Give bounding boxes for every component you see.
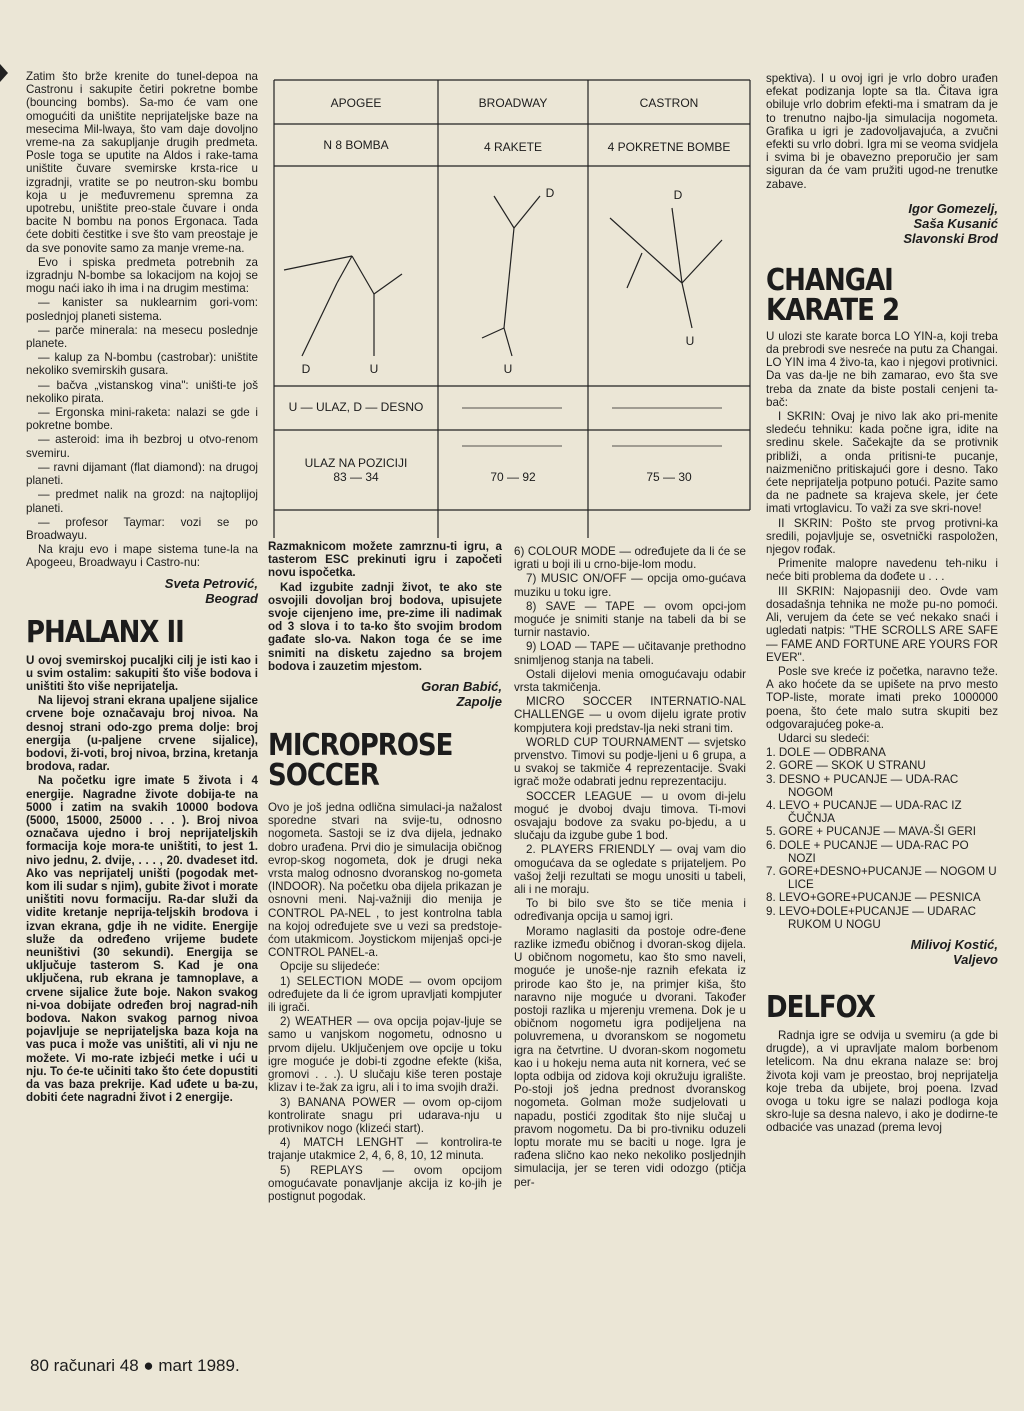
author-signature <box>766 937 998 967</box>
table-header-castron: CASTRON <box>639 96 699 110</box>
move-item: 3. DESNO + PUCANJE — UDA-RAC NOGOM <box>766 772 959 799</box>
column-middle-left <box>268 540 502 1204</box>
article-text-top <box>26 70 258 570</box>
paragraph: SOCCER LEAGUE — u ovom di-jelu moguć je dvoboj dvaju timova. Ti-movi osvajaju bodove za svaku po-bjedu, a u slučaju da izgube gube 1 bod. <box>514 789 746 843</box>
map-label-u: U <box>369 362 379 376</box>
author-signature <box>26 576 258 606</box>
paragraph: — predmet nalik na grozd: na najtoplijoj planeti. <box>26 488 258 515</box>
author-name: Igor Gomezelj, <box>908 200 998 216</box>
move-item: 7. GORE+DESNO+PUCANJE — NOGOM U LICE <box>766 864 997 892</box>
phalanx-pause-text: Razmaknicom možete zamrznu-ti igru, a tasterom ESC prekinuti igru i započeti novu ispočetka. <box>268 540 502 580</box>
paragraph: — bačva „vistanskog vina": uništi-te još nekoliko pirata. <box>26 378 258 405</box>
author-signature <box>268 679 502 709</box>
headline-line: MICROPROSE <box>268 728 453 764</box>
author-city: Beograd <box>205 590 258 606</box>
map-label-d: D <box>301 362 311 376</box>
paragraph: 6) COLOUR MODE — određujete da li će se igrati u boji ili u crno-bije-lom modu. <box>514 545 746 572</box>
paragraph: 2) WEATHER — ova opcija pojav-ljuje se samo u vanjskom nogometu, odnosno u prvom dijelu. Uključenjem ove opcije u toku igre moguće je dobi-ti zgodne efekte (kiša, gromovi . . .). U slučaju kiše teren postaje klizav i te-žak za igru, ali i to ima svojih draži. <box>268 1015 502 1095</box>
paragraph: — Ergonska mini-raketa: nalazi se gde i pokretne bombe. <box>26 406 258 433</box>
author-city: Valjevo <box>952 951 998 967</box>
column-right <box>766 72 998 1136</box>
paragraph: Ostali dijelovi menia omogućavaju odabir vrsta takmičenja. <box>514 667 746 695</box>
headline-line: SOCCER <box>268 758 379 794</box>
column-middle-right <box>514 545 746 1190</box>
move-item: 5. GORE + PUCANJE — MAVA-ŠI GERI <box>766 825 976 839</box>
table-item-apogee: N 8 BOMBA <box>323 138 389 152</box>
paragraph: — profesor Taymar: vozi se po Broadwayu. <box>26 515 258 542</box>
paragraph: Moramo naglasiti da postoje odre-đene razlike između običnog i dvoran-skog dijela. U običnom nogometu, kao što smo naveli, moguće je unoše-nje raznih efekata iz prirode kao što je, na primjer kiša, što naravno nije moguće u dvorani. Također postoji razlika u mjerenju vremena. Dok je u običnom nogometu igra podijeljena na poluvremena, u dvoranskom se nogometu igra na četvrtine. U dvoran-skom nogometu kao i u hokeju nema auta nit kornera, već se lopta odbija od zidova koji okružuju igralište. Po-stoji još jedna prednost dvoranskog nogometa. Golman može sudjelovati u napadu, postići zgoditak što nije slučaj u pravom nogometu. Da bi pro-tivniku oduzeli loptu morate mu se baciti u noge. Igra je rađena slično kao neko nekoliko posljednjih simulacija, jer se teren vidi odozgo (ptičja per- <box>514 924 746 1189</box>
headline-microprose-soccer <box>268 728 502 794</box>
phalanx-highscore-text: Kad izgubite zadnji život, te ako ste osvojili dovoljan broj bodova, upisujete svoje cijenjeno ime, pre-zime ili nadimak od 3 slova i to ta-ko što svojim brodom gađate slo-va. Nakon toga će se ime snimiti na disketu zajedno sa brojem bodova i zauzetim mjestom. <box>268 580 502 673</box>
column-left <box>26 70 258 1105</box>
paragraph: 8) SAVE — TAPE — ovom opci-jom moguće je snimiti stanje na tabeli da bi se turnir nastavio. <box>514 599 746 640</box>
author-city: Zapolje <box>456 694 502 710</box>
paragraph: III SKRIN: Najopasniji deo. Ovde vam dosadašnja tehnika ne može pu-no pomoći. Ali, verujem da ćete se već nekako snaći i ugledati natpis: "THE SCROLLS ARE SAFE — FAME AND FORTUNE ARE YOURS FOR EVER". <box>766 584 998 664</box>
paragraph: Na lijevoj strani ekrana upaljene sijalice crvene boje označavaju broj nivoa. Na desnoj strani odo-zgo prema dolje: broj energija (u-paljene crvene sijalice), bodovi, ži-voti, broj nivoa, brzina, kretanja brodova, radar. <box>26 694 258 774</box>
paragraph: 5) REPLAYS — ovom opcijom omogućavate ponavljanje akcija iz ko-jih je postignut pogodak. <box>268 1163 502 1203</box>
table-position-apogee: 83 — 34 <box>333 470 379 484</box>
article-karate-text <box>766 330 998 745</box>
paragraph: Zatim što brže krenite do tunel-depoa na Castronu i sakupite četiri pokretne bombe (bouncing bombs). Sa-mo će vam one omogućiti da uništite neprijateljske baze na mesecima Mil-lwaya, što vam daje dovoljno vreme-na za sakupljanje drugih predmeta. Posle toga se uputite na Aldos i rake-tama uništite čuvare svemirske krsta-rice u izgradnji, vratite se po neutron-sku bombu koja u je međuvremenu spremna za upotrebu, uništite preo-stale čuvare i onda bacite N bombu na ponos Ergonaca. Tada ćete dobiti čestitke i sve što vam preostaje je da sve ponovite samo za manje vreme-na. <box>26 70 258 255</box>
table-position-broadway: 70 — 92 <box>490 470 536 484</box>
paragraph: To bi bilo sve što se tiče menia i određivanja opcija u samoj igri. <box>514 897 746 924</box>
paragraph: II SKRIN: Pošto ste prvog protivni-ka sredili, pojavljuje se, osvetnički raspoložen, njegov rođak. <box>766 516 998 557</box>
moves-list <box>766 746 998 931</box>
paragraph: Udarci su sledeći: <box>778 731 870 745</box>
headline-delfox: DELFOX <box>766 990 875 1026</box>
paragraph: I SKRIN: Ovaj je nivo lak ako pri-menite sledeću tehniku: kada počne igra, idite na sredinu skele. Sačekajte da se protivnik približi, a onda pritisni-te pucanje, naizmenično pritiskajući gore i desno. Tako ćete neprijatelja potpuno potući. Pazite samo da ne padnete sa krajeva skele, jer ćete imati vrtoglavicu. To važi za sve skri-nove! <box>766 410 998 516</box>
paragraph: Primenite malopre navedenu teh-niku i neće biti problema da dođete u . . . <box>766 557 998 584</box>
paragraph: 2. PLAYERS FRIENDLY — ovaj vam dio omogućava da se ogledate s prijateljem. Po vašoj želji rezultati se mogu unositi u tabeli, ali i ne moraju. <box>514 843 746 897</box>
paragraph: Na početku igre imate 5 života i 4 energije. Nagradne živote dobija-te na 5000 i zatim na svakih 10000 bodova (5000, 15000, 25000 . . . ). Broj nivoa označava ujedno i broj neprijateljskih formacija koje mora-te uništiti, to jest 1. nivo jednu, 2. dvije, . . . , 20. dvadeset itd. Ako vas neprijatelj uništi (pogodak met-kom ili sudar s njim), gubite život i morate uništiti novu formaciju. Ra-dar služi da vidite kretanje neprija-teljskih brodova i izvan ekrana, gdje ih ne vidite. Energije služe da određeno vrijeme budete neuništivi (30 sekundi). Energija se uključuje tasterom S. Kad je ona uključena, rub ekrana je tamnoplave, a crvene sijalice žute boje. Nakon svakog ni-voa dobijate određen broj nagrad-nih bodova. Nakon svakog parnog nivoa pojavljuje se neprijateljska baza koja na vas puca i može vas uništiti, ali vi nju ne možete. Vi mo-rate izbjeći metke i ući u nju. To će-te učiniti tako što ćete dopustiti da vas baza prekrije. Kad uđete u ba-zu, dobiti ćete nagradni život i 2 energije. <box>26 774 258 1105</box>
author-city: Slavonski Brod <box>903 230 998 246</box>
table-item-broadway: 4 RAKETE <box>483 140 543 154</box>
paragraph: — kanister sa nuklearnim gori-vom: poslednjoj planeti sistema. <box>26 296 258 323</box>
page-footer: 80 računari 48 ● mart 1989. <box>30 1356 240 1375</box>
move-item: 4. LEVO + PUCANJE — UDA-RAC IZ ČUČNJA <box>766 798 962 826</box>
paragraph: WORLD CUP TOURNAMENT — svjetsko prvenstvo. Timovi su podje-ljeni u 6 grupa, a u svakoj se takmiče 4 reprezentacije. Svaki igrač može odabrati jednu reprezentaciju. <box>514 735 746 789</box>
paragraph: 3) BANANA POWER — ovom op-cijom kontrolirate snagu pri udarava-nju u protivnikov nogo (klizeći start). <box>268 1095 502 1135</box>
paragraph: Na kraju evo i mape sistema tune-la na Apogeeu, Broadwayu i Castro-nu: <box>26 543 258 570</box>
move-item: 9. LEVO+DOLE+PUCANJE — UDARAC RUKOM U NOGU <box>766 904 977 931</box>
paragraph: Evo i spiska predmeta potrebnih za izgradnju N-bombe sa lokacijom na kojoj se mogu naći iako ih ima i na drugim mestima: <box>26 255 258 296</box>
map-label-d: D <box>673 188 683 202</box>
author-signature <box>766 201 998 246</box>
article-soccer-text <box>268 801 502 1203</box>
headline-changai-karate: CHANGAI KARATE 2 <box>766 263 900 328</box>
paragraph: Ovo je još jedna odlična simulaci-ja nažalost sporedne stvari na svije-tu, odnosno nogometa. Sastoji se iz dva dijela, jednako dobro urađena. Prvi dio je simulacija običnog evrop-skog nogometa, dok je drugi neka vrsta malog odnosno dvoranskog no-gometa (INDOOR). Na početku oba dijela prikazan je osnovni meni. Naj-važniji dio menija je CONTROL PA-NEL , to jest kontrolna tabla na kojoj određujete sve u vezi sa predstoje-ćom utakmicom. Joystickom mijenjaš opci-je CONTROL PANEL-a. <box>268 801 502 960</box>
paragraph: 7) MUSIC ON/OFF — opcija omo-gućava muziku u toku igre. <box>514 572 746 599</box>
headline-phalanx: PHALANX II <box>26 615 184 650</box>
paragraph: U ulozi ste karate borca LO YIN-a, koji treba da prebrodi sve nesreće na putu za Changai. LO YIN ima 4 živo-ta, kao i njegovi protivnici. Da vas da-lje ne bih zamarao, evo šta sve treba da znate da biste postali cenjeni ta-bač: <box>766 329 998 409</box>
article-delfox-text: Radnja igre se odvija u svemiru (a gde bi drugde), a vi upravljate malom borbenom letelicom. Na dnu ekrana nalaze se: broj života koji vam je preostao, broj neprijatelja koje treba da ubijete, broj poena. Izvad ovoga u toku igre se nalazi podloga koja skro-luje sa desna nalevo, i ako je dodirne-te odbaciće vas unazad (prema levoj <box>766 1028 998 1135</box>
paragraph: U ovoj svemirskoj pucaljki cilj je isti kao i u svim ostalim: sakupiti što više bodova i uništiti što više neprijatelja. <box>26 653 258 693</box>
author-name: Saša Kusanić <box>913 215 998 231</box>
move-item: 1. DOLE — ODBRANA <box>766 746 886 760</box>
paragraph: MICRO SOCCER INTERNATIO-NAL CHALLENGE — u ovom dijelu igrate protiv kompjutera koji predstav-lja neki strani tim. <box>514 695 746 735</box>
move-item: 8. LEVO+GORE+PUCANJE — PESNICA <box>766 891 981 905</box>
author-name: Sveta Petrović, <box>164 575 258 591</box>
paragraph: — asteroid: ima ih bezbroj u otvo-renom svemiru. <box>26 433 258 460</box>
paragraph: — ravni dijamant (flat diamond): na drugoj planeti. <box>26 460 258 488</box>
paragraph: — kalup za N-bombu (castrobar): uništite nekoliko svemirskih gusara. <box>26 351 258 378</box>
article-soccer-end: spektiva). I u ovoj igri je vrlo dobro urađen efekat podizanja lopte sa tla. Čitava igra obiluje vrlo dobrim efekti-ma i smatram da je to trenutno najbo-lja simulacija nogometa. Grafika u igri je zadovoljavajuća, a zvučni efekti su vrlo dobri. Igra mi se veoma svidjela i svima bi je obavezno preporučio jer sam siguran da će vam pružiti ugod-ne trenutke zabave. <box>766 72 998 191</box>
move-item: 6. DOLE + PUCANJE — UDA-RAC PO NOZI <box>766 838 969 865</box>
map-label-d: D <box>545 186 555 200</box>
tunnel-map-table <box>262 78 752 538</box>
table-legend: U — ULAZ, D — DESNO <box>288 400 424 414</box>
paragraph: 4) MATCH LENGHT — kontrolira-te trajanje utakmice 2, 4, 6, 8, 10, 12 minuta. <box>268 1136 502 1163</box>
paragraph: 1) SELECTION MODE — ovom opcijom određujete da li će igrom upravljati kompjuter ili igrači. <box>268 974 502 1015</box>
paragraph: Posle sve kreće iz početka, naravno teže. A ako hoćete da se upišete na prvo mesto TOP-liste, morate imati preko 1000000 poena, što ćete malo sutra skupiti bez odgovarajućeg poke-a. <box>766 664 998 731</box>
table-position-castron: 75 — 30 <box>646 470 692 484</box>
author-name: Milivoj Kostić, <box>910 936 998 952</box>
paragraph: 9) LOAD — TAPE — učitavanje prethodno snimljenog stanja na tabeli. <box>514 640 746 667</box>
map-label-u: U <box>685 334 695 348</box>
table-entry-label: ULAZ NA POZICIJI <box>304 456 408 470</box>
map-label-u: U <box>503 362 513 376</box>
article-phalanx-text <box>26 654 258 1105</box>
table-header-broadway: BROADWAY <box>478 96 548 110</box>
table-item-castron: 4 POKRETNE BOMBE <box>607 140 731 154</box>
paragraph: — parče minerala: na mesecu poslednje planete. <box>26 323 258 351</box>
page-edge-marker <box>0 64 8 82</box>
article-soccer-continued <box>514 545 746 1189</box>
move-item: 2. GORE — SKOK U STRANU <box>766 759 926 773</box>
author-name: Goran Babić, <box>421 679 502 695</box>
paragraph: Opcije su slijedeće: <box>280 960 380 974</box>
table-header-apogee: APOGEE <box>330 96 382 110</box>
